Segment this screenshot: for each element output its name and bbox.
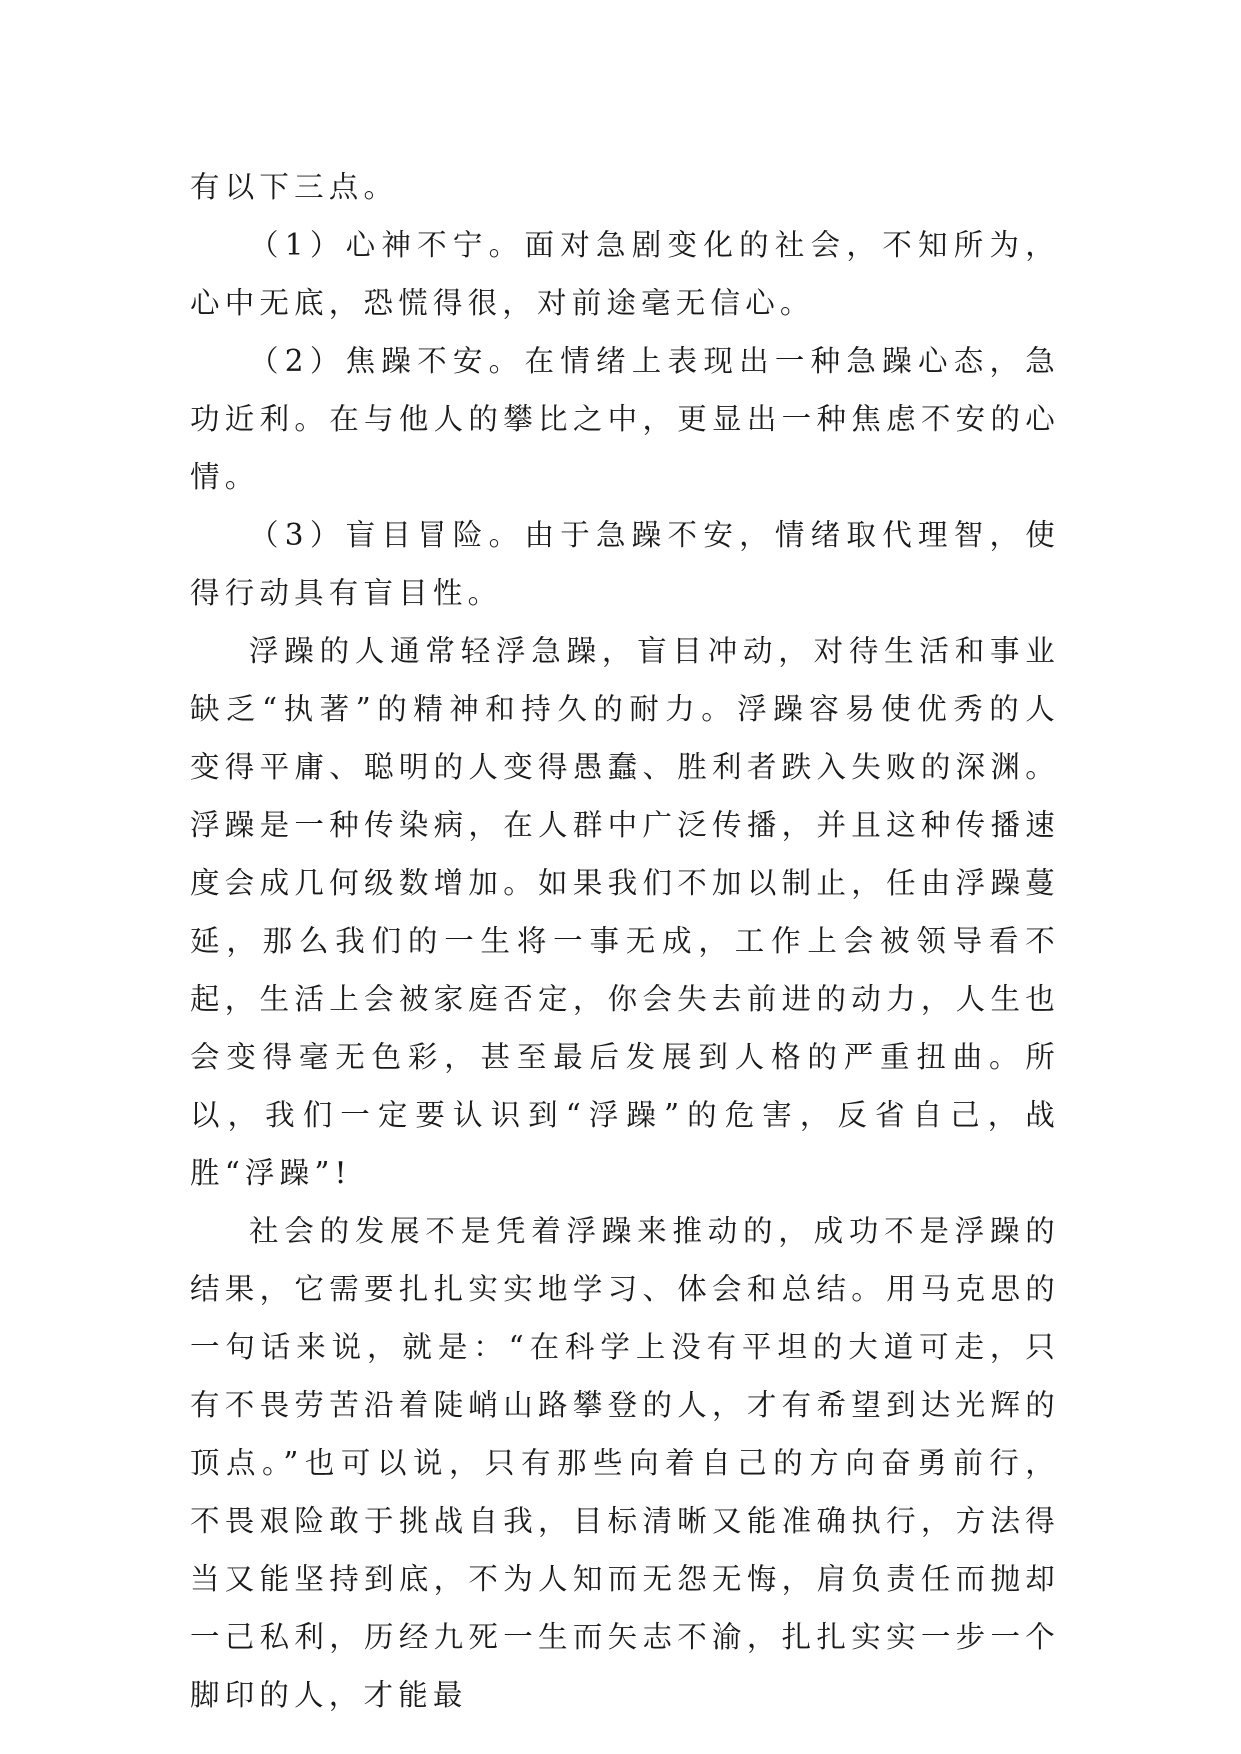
paragraph-point-3: （3）盲目冒险。由于急躁不安，情绪取代理智，使得行动具有盲目性。 xyxy=(190,518,1060,610)
body-text xyxy=(190,158,1060,1724)
paragraph-continuation: 有以下三点。 xyxy=(190,170,399,204)
paragraph-society: 社会的发展不是凭着浮躁来推动的，成功不是浮躁的结果，它需要扎扎实实地学习、体会和总结。用马克思的一句话来说，就是：“在科学上没有平坦的大道可走，只有不畏劳苦沿着陡峭山路攀登的人，才有希望到达光辉的顶点。”也可以说，只有那些向着自己的方向奋勇前行，不畏艰险敢于挑战自我，目标清晰又能准确执行，方法得当又能坚持到底，不为人知而无怨无悔，肩负责任而抛却一己私利，历经九死一生而矢志不渝，扎扎实实一步一个脚印的人，才能最 xyxy=(190,1214,1060,1712)
paragraph-point-1: （1）心神不宁。面对急剧变化的社会，不知所为，心中无底，恐慌得很，对前途毫无信心。 xyxy=(190,228,1060,320)
paragraph-impulsiveness: 浮躁的人通常轻浮急躁，盲目冲动，对待生活和事业缺乏“执著”的精神和持久的耐力。浮躁容易使优秀的人变得平庸、聪明的人变得愚蠢、胜利者跌入失败的深渊。浮躁是一种传染病，在人群中广泛传播，并且这种传播速度会成几何级数增加。如果我们不加以制止，任由浮躁蔓延，那么我们的一生将一事无成，工作上会被领导看不起，生活上会被家庭否定，你会失去前进的动力，人生也会变得毫无色彩，甚至最后发展到人格的严重扭曲。所以，我们一定要认识到“浮躁”的危害，反省自己，战胜“浮躁”! xyxy=(190,634,1060,1190)
paragraph-point-2: （2）焦躁不安。在情绪上表现出一种急躁心态，急功近利。在与他人的攀比之中，更显出一种焦虑不安的心情。 xyxy=(190,344,1060,494)
